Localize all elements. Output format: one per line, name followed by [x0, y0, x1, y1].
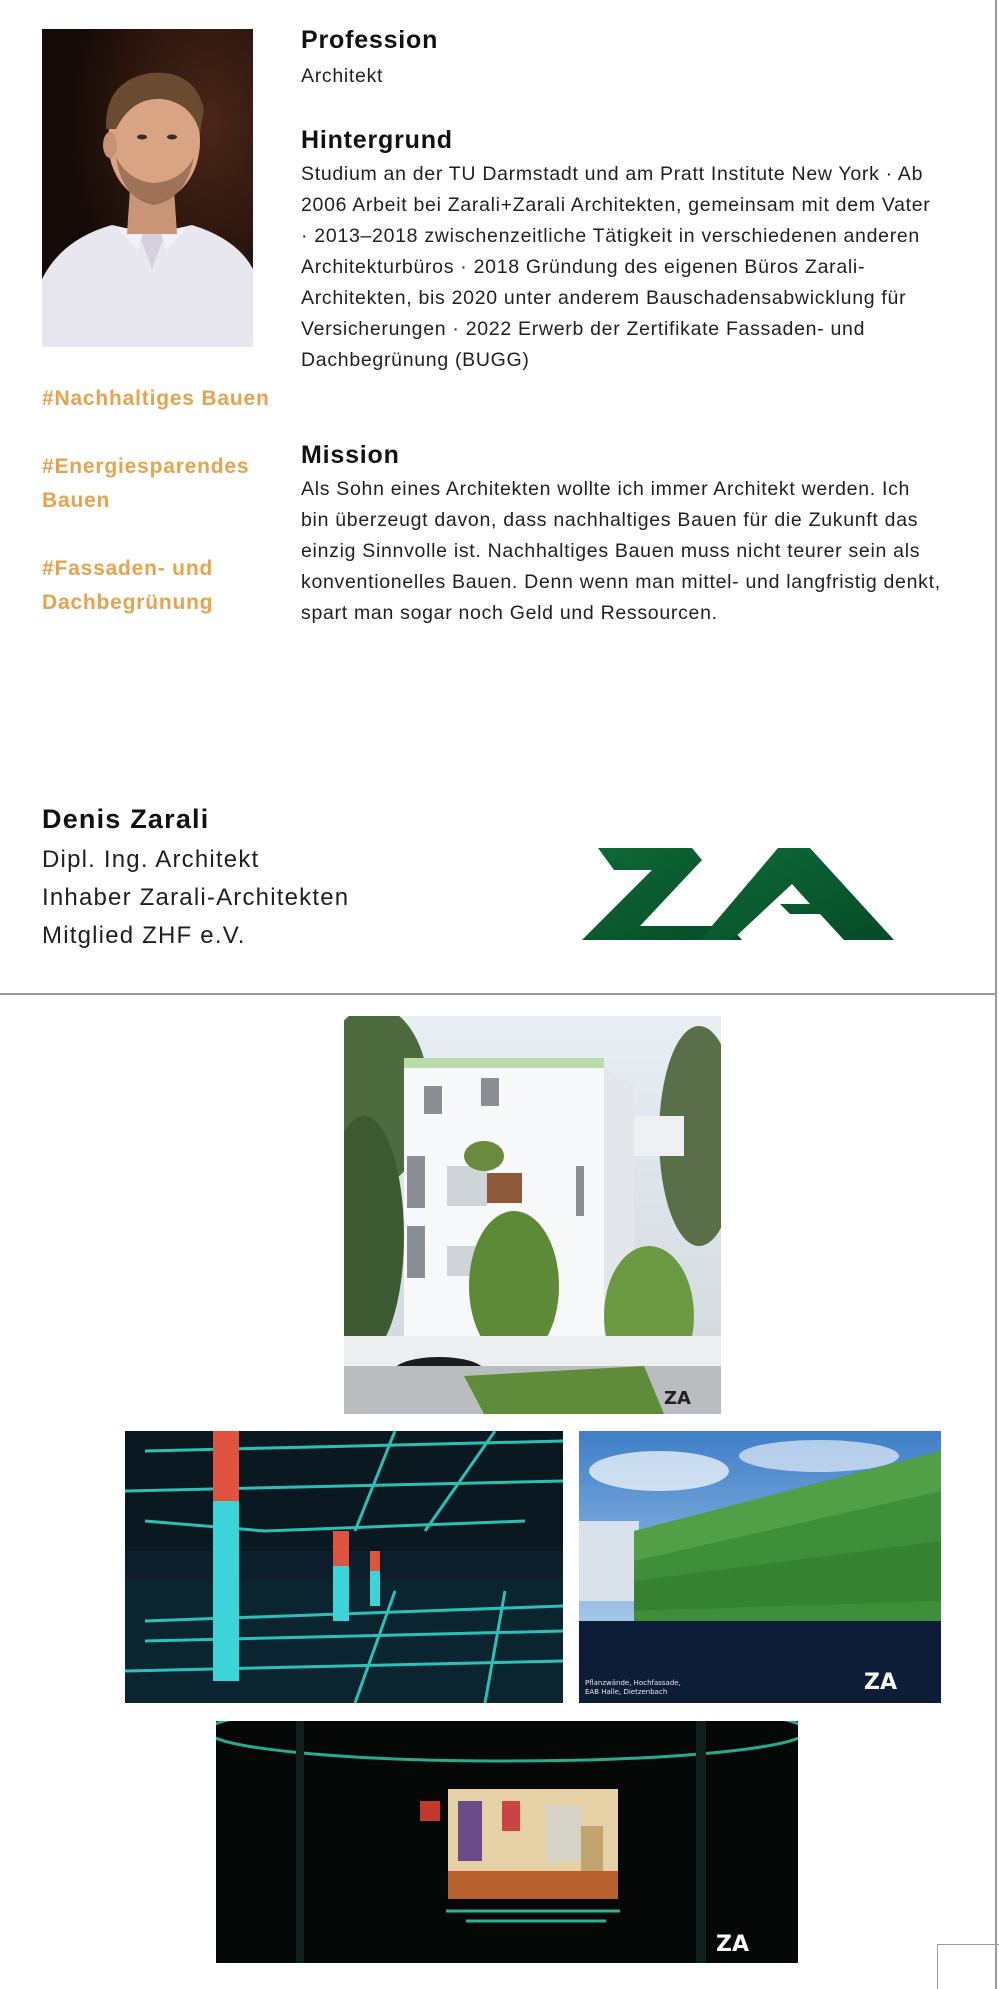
- watermark-logo: ZA: [664, 1388, 691, 1409]
- hashtag-nachhaltiges-bauen: #Nachhaltiges Bauen: [42, 387, 270, 410]
- hashtag-list: [42, 382, 282, 654]
- person-role: Mitglied ZHF e.V.: [42, 922, 246, 949]
- company-logo: [582, 846, 894, 942]
- green-wall-image: [579, 1431, 941, 1703]
- profession-section: [301, 26, 941, 92]
- person-block: [42, 804, 542, 955]
- lit-room-image: [216, 1721, 798, 1963]
- right-border-line: [995, 0, 997, 1989]
- watermark-logo: ZA: [716, 1932, 749, 1957]
- neon-corridor-image: [125, 1431, 563, 1703]
- green-wall-caption: Pflanzwände, Hochfassade, EAB Halle, Dietzenbach: [585, 1679, 681, 1696]
- building-rendering-image: [344, 1016, 721, 1414]
- mission-text: Als Sohn eines Architekten wollte ich immer Architekt werden. Ich bin überzeugt davon, dass nachhaltiges Bauen für die Zukunft das einzig Sinnvolle ist. Nachhaltiges Bauen muss nicht teurer sein als konventionelles Bauen. Denn wenn man mittel- und langfristig denkt, spart man sogar noch Geld und Ressourcen.: [301, 478, 941, 624]
- person-name: Denis Zarali: [42, 804, 210, 834]
- hashtag-fassaden-dachbegruenung: #Fassaden- und Dachbegrünung: [42, 557, 214, 614]
- background-section: [301, 126, 941, 376]
- hashtag-energiesparendes-bauen: #Energiesparendes Bauen: [42, 455, 250, 512]
- profession-text: Architekt: [301, 65, 384, 87]
- mission-heading: Mission: [301, 441, 400, 469]
- watermark-logo: ZA: [864, 1670, 897, 1695]
- person-role: Inhaber Zarali-Architekten: [42, 884, 350, 911]
- mission-section: [301, 441, 941, 629]
- page-corner-box: [937, 1944, 999, 1989]
- profession-heading: Profession: [301, 26, 439, 54]
- background-heading: Hintergrund: [301, 126, 453, 154]
- background-text: Studium an der TU Darmstadt und am Pratt Institute New York · Ab 2006 Arbeit bei Zarali+Zarali Architekten, gemeinsam mit dem Vater · 2013–2018 zwischenzeitliche Tätigkeit in verschiedenen anderen Architekturbüros · 2018 Gründung des eigenen Büros Zarali-Architekten, bis 2020 unter anderem Bauschadensabwicklung für Versicherungen · 2022 Erwerb der Zertifikate Fassaden- und Dachbegrünung (BUGG): [301, 163, 931, 371]
- portrait-photo: [42, 29, 253, 347]
- person-role: Dipl. Ing. Architekt: [42, 846, 260, 873]
- section-divider: [0, 993, 995, 995]
